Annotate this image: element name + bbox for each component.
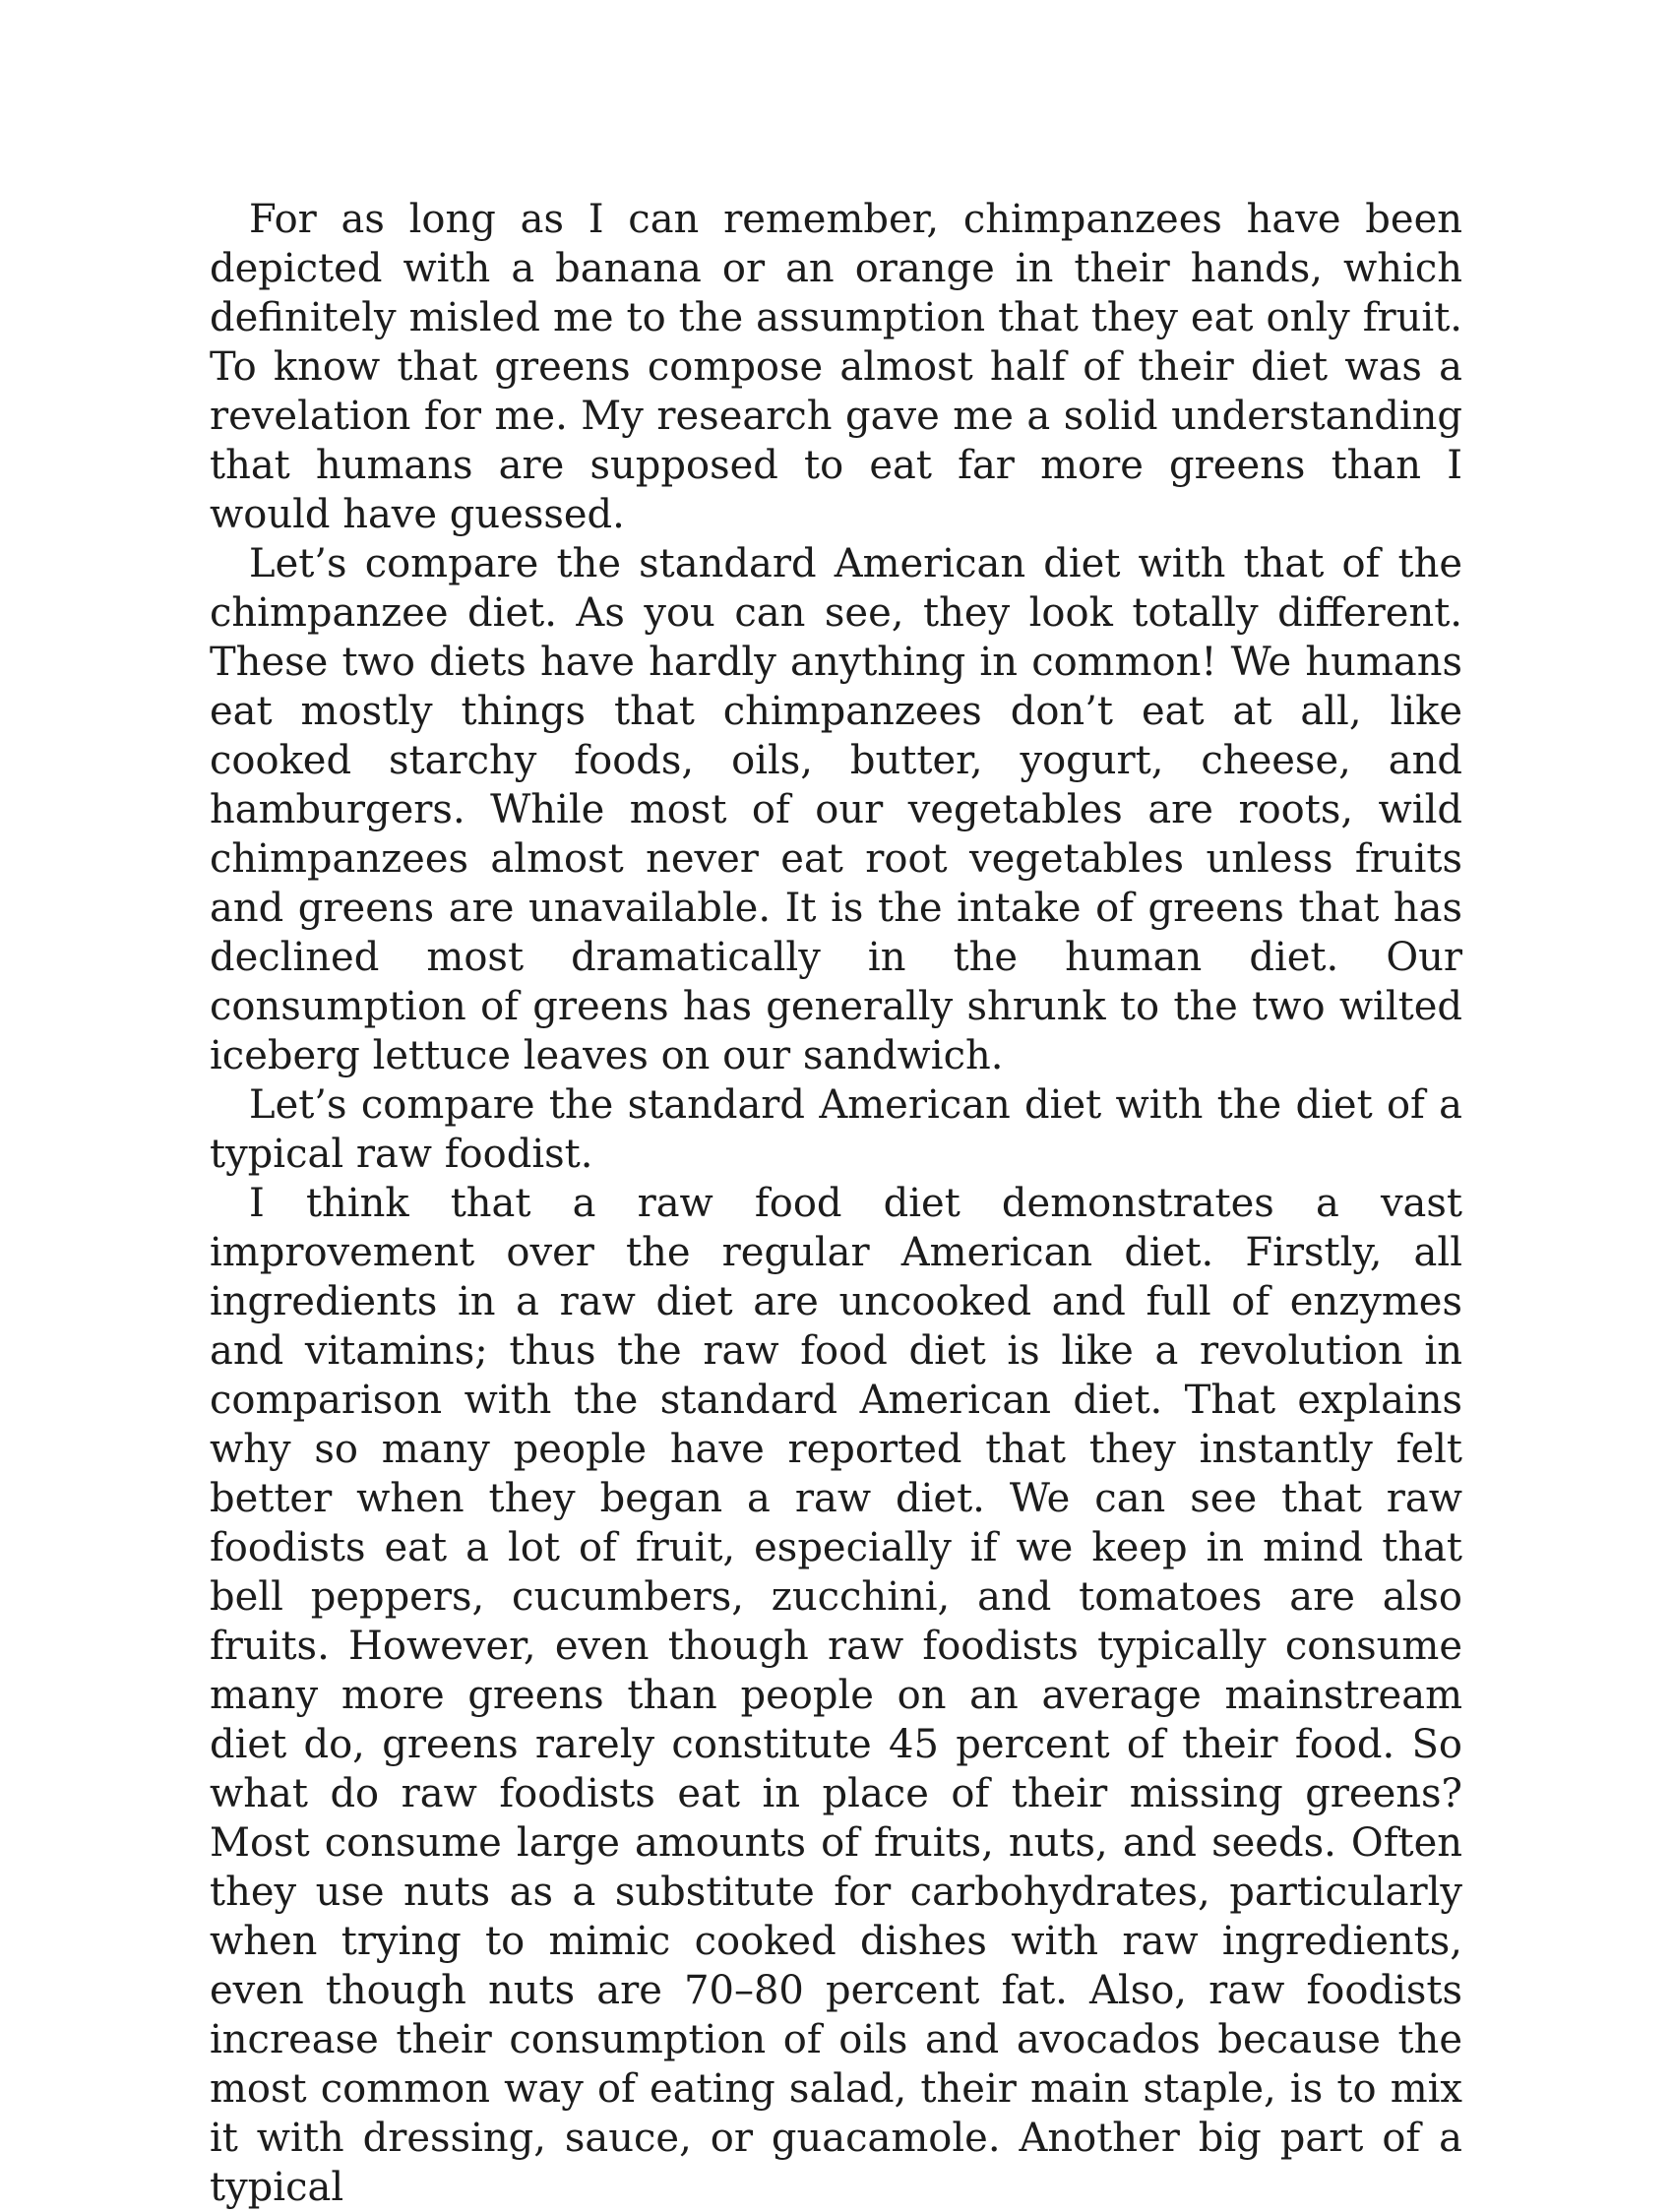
paragraph-2: Let’s compare the standard American diet with that of the chimpanzee diet. As you can see, they look totally different. These two diets have hardly anything in common! We humans eat mostly things that chimpanzees don’t eat at all, like cooked starchy foods, oils, butter, yogurt, cheese, and hamburgers. While most of our vegetables are roots, wild chimpanzees almost never eat root vegetables unless fruits and greens are unavailable. It is the intake of greens that has declined most dramatically in the human diet. Our consumption of greens has generally shrunk to the two wilted iceberg lettuce leaves on our sandwich.: [210, 541, 1462, 1078]
paragraph-4: I think that a raw food diet demonstrates a vast improvement over the regular American diet. Firstly, all ingredients in a raw diet are uncooked and full of enzymes and vitamins; thus the raw food diet is like a revolution in comparison with the standard American diet. That explains why so many people have reported that they instantly felt better when they began a raw diet. We can see that raw foodists eat a lot of fruit, especially if we keep in mind that bell peppers, cucumbers, zucchini, and tomatoes are also fruits. However, even though raw foodists typically consume many more greens than people on an average mainstream diet do, greens rarely constitute 45 percent of their food. So what do raw foodists eat in place of their missing greens? Most consume large amounts of fruits, nuts, and seeds. Often they use nuts as a substitute for carbohydrates, particularly when trying to mimic cooked dishes with raw ingredients, even though nuts are 70–80 percent fat. Also, raw foodists increase their consumption of oils and avocados because the most common way of eating salad, their main staple, is to mix it with dressing, sauce, or guacamole. Another big part of a typical: [210, 1181, 1462, 2210]
page-body: [210, 195, 1462, 2212]
paragraph-1: For as long as I can remember, chimpanzees have been depicted with a banana or an orange in their hands, which definitely misled me to the assumption that they eat only fruit. To know that greens compose almost half of their diet was a revelation for me. My research gave me a solid understanding that humans are supposed to eat far more greens than I would have guessed.: [210, 197, 1462, 537]
paragraph-3: Let’s compare the standard American diet with the diet of a typical raw foodist.: [210, 1082, 1462, 1177]
